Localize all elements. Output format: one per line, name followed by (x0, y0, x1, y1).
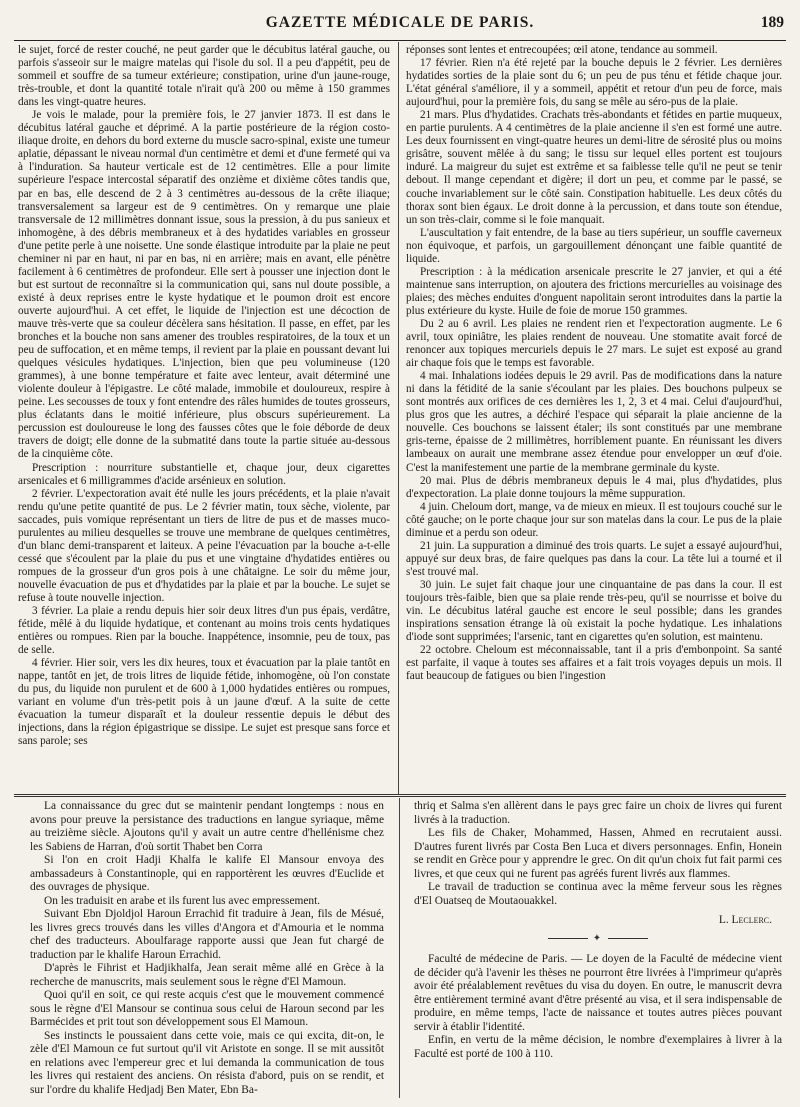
paragraph: 21 juin. La suppuration a diminué des trois quarts. Le sujet a essayé aujourd'hui, appuyé sur deux bras, de faire quelques pas dans la cour. La tête lui a tourné et il s'est trouvé mal. (406, 539, 782, 578)
section-rule (14, 794, 786, 795)
paragraph: 22 octobre. Cheloum est méconnaissable, tant il a pris d'embonpoint. Sa santé est parfaite, il vaque à toutes ses affaires et a fait trois voyages depuis un mois. Il faut beaucoup de fatigues ou bien l'ingestion (406, 644, 782, 683)
news-paragraph: Enfin, en vertu de la même décision, le nombre d'exemplaires à livrer à la Faculté est porté de 100 à 110. (414, 1034, 782, 1060)
section-ornament: ✦ (414, 932, 782, 946)
news-paragraph: Faculté de médecine de Paris. — Le doyen de la Faculté de médecine vient de décider qu'à l'avenir les thèses ne pourront être livrées à l'imprimeur qu'après avoir été préalablement revêtues du visa du doyen. En outre, le manuscrit devra être entièrement terminé avant d'être présenté au visa, et il sera indispensable de produire, en même temps, l'acte de naissance et toutes autres pièces pouvant servir à établir l'identité. (414, 953, 782, 1033)
column-left-top (18, 44, 390, 792)
paragraph: 4 juin. Cheloum dort, mange, va de mieux en mieux. Il est toujours couché sur le côté gauche; on le porte chaque jour sur son matelas dans la cour. Le pus de la plaie diminue et a perdu son odeur. (406, 500, 782, 539)
page-title: GAZETTE MÉDICALE DE PARIS. (265, 14, 535, 31)
column-divider (399, 798, 400, 1098)
paragraph: Prescription : à la médication arsenicale prescrite le 27 janvier, et qui a été maintenue sans interruption, on ajoutera des frictions mercurielles au voisinage des plaies; des mèches enduites d'onguent napolitain seront introduites dans la partie la plus extérieure du kyste. Huile de foie de morue 150 grammes. (406, 265, 782, 317)
page-header (14, 14, 786, 38)
paragraph: 2 février. L'expectoration avait été nulle les jours précédents, et la plaie n'avait rendu qu'une petite quantité de pus. Le 2 février matin, toux sèche, violente, par saccades, puis vomique représentant un tiers de litre de pus et de masses muco-purulentes au milieu desquelles se trouve une membrane de quelques centimètres, d'un blanc demi-transparent et laiteux. A peine l'évacuation par la bouche a-t-elle cessé que s'écoulent par la plaie du pus et une vingtaine d'hydatides entières ou rompues de la grosseur d'un gros pois à une châtaigne. Le soir du même jour, nouvelle évacuation de pus et d'hydatides par la plaie et par la bouche. Le sujet se refuse à toute nouvelle injection. (18, 487, 390, 604)
section-rule (14, 796, 786, 797)
paragraph: Les fils de Chaker, Mohammed, Hassen, Ahmed en recrutaient aussi. D'autres furent livrés par Costa Ben Luca et divers personnages. Enfin, Honein se rendit en Grèce pour y apprendre le grec. On dit qu'un choix fut fait parmi ces livres, et que ceux qui ne furent pas agréés furent livrés aux flammes. (414, 827, 782, 880)
column-right-bottom (414, 800, 782, 1100)
paragraph: 17 février. Rien n'a été rejeté par la bouche depuis le 2 février. Les dernières hydatides sorties de la plaie sont du 6; un peu de pus ténu et fétide chaque jour. L'état général s'améliore, il y a sommeil, appétit et retour d'un peu de force, mais aujourd'hui, pour la première fois, du sang se mêle au séro-pus de la plaie. (406, 57, 782, 109)
paragraph: Ses instincts le poussaient dans cette voie, mais ce qui excita, dit-on, le zèle d'El Mamoun ce fut surtout qu'il vit Aristote en songe. Il se mit aussitôt en relations avec l'empereur grec et lui demanda la communication de tous les livres qui restaient des anciens. On résista d'abord, puis on se rendit, et sur l'ordre du khalife Hedjadj Ben Mater, Ebn Ba- (30, 1029, 384, 1096)
paragraph: Le travail de traduction se continua avec la même ferveur sous les règnes d'El Ouatseq de Moutaouakkel. (414, 881, 782, 907)
paragraph: Prescription : nourriture substantielle et, chaque jour, deux cigarettes arsenicales et 6 milligrammes d'acide arsénieux en solution. (18, 461, 390, 487)
page-number: 189 (760, 14, 784, 31)
paragraph: 21 mars. Plus d'hydatides. Crachats très-abondants et fétides en partie muqueux, en partie purulents. A 4 centimètres de la plaie ancienne il s'en est formé une autre. Les deux fournissent en vingt-quatre heures un demi-litre de sérosité plus ou moins grisâtre, souvent mêlée à du sang; le tissu sur lequel elles portent est toujours induré. La maigreur du sujet est extrême et sa faiblesse telle qu'il ne peut se tenir debout. Il mange cependant et digère; il dort un peu, et comme par le passé, se couche invariablement sur le côté sain. Constipation habituelle. Les deux côtés du thorax sont bien égaux. Le droit donne à la percussion, et dans toute son étendue, un son très-clair, comme si le foie manquait. (406, 109, 782, 226)
paragraph: Quoi qu'il en soit, ce qui reste acquis c'est que le mouvement commencé sous le règne d'El Mansour se continua sous celui de Haroun second par les Barmécides et prit tout son développement sous El Mamoun. (30, 989, 384, 1028)
paragraph: thriq et Salma s'en allèrent dans le pays grec faire un choix de livres qui furent livrés à la traduction. (414, 800, 782, 826)
author-signature: L. Leclerc. (718, 914, 772, 926)
paragraph: Si l'on en croit Hadji Khalfa le kalife El Mansour envoya des ambassadeurs à Constantinople, qui en rapportèrent les œuvres d'Euclide et des ouvrages de physique. (30, 854, 384, 893)
paragraph: 30 juin. Le sujet fait chaque jour une cinquantaine de pas dans la cour. Il est toujours très-faible, bien que sa plaie rende très-peu, qu'il se nourrisse et boive du vin. Le décubitus latéral gauche est encore le seul possible; dans les grandes inspirations sensation étrange là où existait la poche hydatique. Les inhalations d'iode sont supprimées; l'arsenic, tant en cigarettes qu'en solution, est maintenu. (406, 578, 782, 644)
paragraph: 4 mai. Inhalations iodées depuis le 29 avril. Pas de modifications dans la nature ni dans la fétidité de la sanie s'écoulant par les plaies. Des bouchons pulpeux se sont montrés aux orifices de ces dernières les 1, 2, 3 et 4 mai. Celui d'aujourd'hui, plus gros que les autres, a déchiré l'espace qui séparait la plaie ancienne de la nouvelle. Ces bouchons se laissent étaler; ils sont constitués par une membrane gris-terne, épaisse de 2 millimètres, horriblement puante. En réunissant les divers lambeaux on aurait une membrane assez étendue pour envelopper un œuf d'oie. C'est la manifestement une partie de la membrane germinale du kyste. (406, 370, 782, 474)
column-right-top (406, 44, 782, 792)
column-divider (398, 42, 399, 794)
paragraph: L'auscultation y fait entendre, de la base au tiers supérieur, un souffle caverneux non équivoque, et parfois, un gargouillement dénonçant une faible quantité de liquide. (406, 226, 782, 265)
header-rule (14, 40, 786, 41)
paragraph: 20 mai. Plus de débris membraneux depuis le 4 mai, plus d'hydatides, plus d'expectoration. La plaie donne toujours la même suppuration. (406, 474, 782, 500)
paragraph: réponses sont lentes et entrecoupées; œil atone, tendance au sommeil. (406, 44, 718, 56)
paragraph: On les traduisit en arabe et ils furent lus avec empressement. (44, 894, 321, 907)
paragraph: Suivant Ebn Djoldjol Haroun Errachid fit traduire à Jean, fils de Mésué, les livres grecs trouvés dans les villes d'Angora et d'Amouria et le nomma chef des traducteurs. Aboulfarage rapporte aussi que Jean fut chargé de traduction par le khalife Haroun Errachid. (30, 908, 384, 961)
paragraph: La connaissance du grec dut se maintenir pendant longtemps : nous en avons pour preuve la persistance des traductions en langue syriaque, même au treizième siècle. Ajoutons qu'il y avait un autre centre d'hellénisme chez les Sabiens de Harran, d'où sortit Thabet ben Corra (30, 800, 384, 853)
paragraph: 3 février. La plaie a rendu depuis hier soir deux litres d'un pus épais, verdâtre, fétide, mêlé à du liquide hydatique, et contenant au moins trois cents hydatiques entières ou rompues. Rien par la bouche. Inappétence, insomnie, peu de toux, pas de selle. (18, 605, 390, 657)
paragraph: le sujet, forcé de rester couché, ne peut garder que le décubitus latéral gauche, ou parfois s'asseoir sur le maigre matelas qui l'isole du sol. Il a peu d'appétit, peu de sommeil et souffre de sa tumeur extérieure; constipation, urine d'un jaune-rouge, très-trouble, et dont la quantité totale n'irait qu'à 200 ou même à 150 grammes dans les vingt-quatre heures. (18, 44, 390, 109)
paragraph: Je vois le malade, pour la première fois, le 27 janvier 1873. Il est dans le décubitus latéral gauche et déprimé. A la partie postérieure de la région costo-iliaque droite, en dehors du bord externe du muscle sacro-spinal, existe une tumeur aplatie, dépassant le niveau normal d'un centimètre et demi et d'une fermeté qui va à l'induration. Sa hauteur verticale est de 12 centimètres. Elle a pour limite supérieure l'espace intercostal séparatif des onzième et dixième côtes tandis que, par en bas, elle descend de 2 à 3 centimètres au-dessous de la crête iliaque; transversalement sa largeur est de 9 centimètres. On y remarque une plaie transversale de 12 millimètres donnant issue, sous la pression, à du pus sanieux et inhomogène, à des débris membraneux et à des hydatides variables en grosseur d'une petite perle à une noisette. Une sonde élastique introduite par la plaie ne peut cheminer ni par en haut, ni par en bas, ni en arrière; mais en avant, elle pénètre facilement à 6 centimètres de profondeur. Elle sert à pousser une injection dont le but est surtout de reconnaître si la communication qui, sans nul doute possible, a existé à deux reprises entre le kyste hydatique et le poumon droit est encore ouverte aujourd'hui. A cet effet, le liquide de l'injection est une décoction de mauve très-verte que sa couleur décèlera sans hésitation. Il passe, en effet, par les bronches et la bouche non sans amener des troubles respiratoires, de la toux et un peu de suffocation, et en même temps, il revient par la plaie en poussant devant lui quelques vésicules hydatiques. L'injection, bien que peu volumineuse (120 grammes), à une bonne température et faite avec lenteur, avait déterminé une violente douleur à l'épigastre. Le côté malade, immobile et douloureux, respire à peine. Les secousses de toux y font entendre des râles humides de toutes grosseurs, plus éclatants dans le moitié inférieure, plus obscurs supérieurement. La percussion est douloureuse le long des fausses côtes que le foie déborde de deux travers de doigt; elle donne de la submatité dans toute la partie située au-dessous de la cinquième côte. (18, 109, 390, 461)
paragraph: 4 février. Hier soir, vers les dix heures, toux et évacuation par la plaie tantôt en nappe, tantôt en jet, de trois litres de liquide fétide, inhomogène, où l'on constate du pus, du liquide non purulent et de 600 à 1,000 hydatides entières ou rompues, variant en volume d'un très-petit pois à un jaune d'œuf. A la suite de cette évacuation la tumeur disparaît et la douleur ressentie depuis le début des injections, dans la région épigastrique se dissipe. Le sujet est presque sans force et sans parole; ses (18, 657, 390, 748)
paragraph: Du 2 au 6 avril. Les plaies ne rendent rien et l'expectoration augmente. Le 6 avril, toux opiniâtre, les plaies rendent de nouveau. Une stomatite avait forcé de renoncer aux topiques mercuriels depuis le 27 mars. Le sujet est exposé au grand air chaque fois que le temps est favorable. (406, 317, 782, 370)
column-left-bottom (30, 800, 384, 1100)
paragraph: D'après le Fihrist et Hadjikhalfa, Jean serait même allé en Grèce à la recherche de manuscrits, mais seulement sous le règne d'El Mamoun. (30, 962, 384, 988)
